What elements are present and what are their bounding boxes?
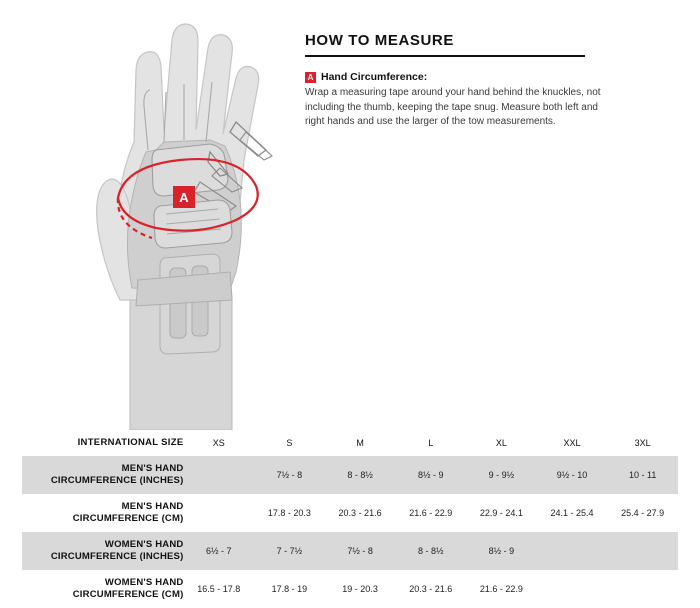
column-header: XXL: [537, 430, 608, 456]
table-cell: 16.5 - 17.8: [183, 570, 254, 608]
row-label-line1: MEN'S HAND: [121, 463, 184, 475]
table-cell: 20.3 - 21.6: [325, 494, 396, 532]
table-cell: [183, 494, 254, 532]
table-cell: 8½ - 9: [466, 532, 537, 570]
table-cell: 6½ - 7: [183, 532, 254, 570]
table-cell: 21.6 - 22.9: [395, 494, 466, 532]
table-cell: 22.9 - 24.1: [466, 494, 537, 532]
size-chart-table: [22, 430, 678, 608]
row-label-line1: MEN'S HAND: [121, 501, 184, 513]
table-cell: 24.1 - 25.4: [537, 494, 608, 532]
callout-badge-a: A: [305, 72, 316, 83]
row-label-line1: WOMEN'S HAND: [104, 577, 184, 589]
row-label: [22, 456, 183, 494]
table-cell: [537, 532, 608, 570]
column-header: L: [395, 430, 466, 456]
table-cell: 9 - 9½: [466, 456, 537, 494]
svg-text:A: A: [179, 190, 189, 205]
glove-hand-illustration: [60, 0, 300, 430]
table-cell: 8½ - 9: [395, 456, 466, 494]
table-row: [22, 494, 678, 532]
how-to-measure-title: HOW TO MEASURE: [305, 32, 454, 49]
table-cell: 21.6 - 22.9: [466, 570, 537, 608]
table-cell: [607, 532, 678, 570]
illustration-marker-a: [173, 186, 195, 208]
row-label-line2: CIRCUMFERENCE (CM): [72, 513, 184, 524]
row-label-line2: CIRCUMFERENCE (INCHES): [50, 475, 184, 486]
table-cell: [607, 570, 678, 608]
table-cell: 8 - 8½: [395, 532, 466, 570]
row-label: [22, 494, 183, 532]
column-header: XL: [466, 430, 537, 456]
table-cell: 25.4 - 27.9: [607, 494, 678, 532]
table-cell: 9½ - 10: [537, 456, 608, 494]
callout-body-text: Wrap a measuring tape around your hand behind the knuckles, not including the thumb, keeping the tape snug. Measure both left and right hands and use the larger of the tow measurements.: [305, 87, 601, 127]
table-cell: [183, 456, 254, 494]
row-label-line2: CIRCUMFERENCE (CM): [72, 589, 184, 600]
table-cell: 8 - 8½: [325, 456, 396, 494]
table-row: [22, 456, 678, 494]
table-header-label: INTERNATIONAL SIZE: [22, 430, 183, 456]
column-header: S: [254, 430, 325, 456]
table-cell: 10 - 11: [607, 456, 678, 494]
row-label-line2: CIRCUMFERENCE (INCHES): [50, 551, 184, 562]
table-row: [22, 570, 678, 608]
table-cell: 7 - 7½: [254, 532, 325, 570]
callout-heading-row: [305, 71, 655, 83]
title-underline: [305, 55, 585, 57]
table-cell: 20.3 - 21.6: [395, 570, 466, 608]
table-cell: [537, 570, 608, 608]
table-cell: 19 - 20.3: [325, 570, 396, 608]
column-header: M: [325, 430, 396, 456]
column-header: 3XL: [607, 430, 678, 456]
how-to-measure-section: [305, 32, 655, 130]
row-label-line1: WOMEN'S HAND: [104, 539, 184, 551]
row-label: [22, 532, 183, 570]
column-header: XS: [183, 430, 254, 456]
callout-heading: Hand Circumference:: [321, 71, 428, 83]
row-label: [22, 570, 183, 608]
table-cell: 7½ - 8: [325, 532, 396, 570]
table-header-row: [22, 430, 678, 456]
table-cell: 17.8 - 20.3: [254, 494, 325, 532]
table-cell: 17.8 - 19: [254, 570, 325, 608]
table-row: [22, 532, 678, 570]
table-cell: 7½ - 8: [254, 456, 325, 494]
